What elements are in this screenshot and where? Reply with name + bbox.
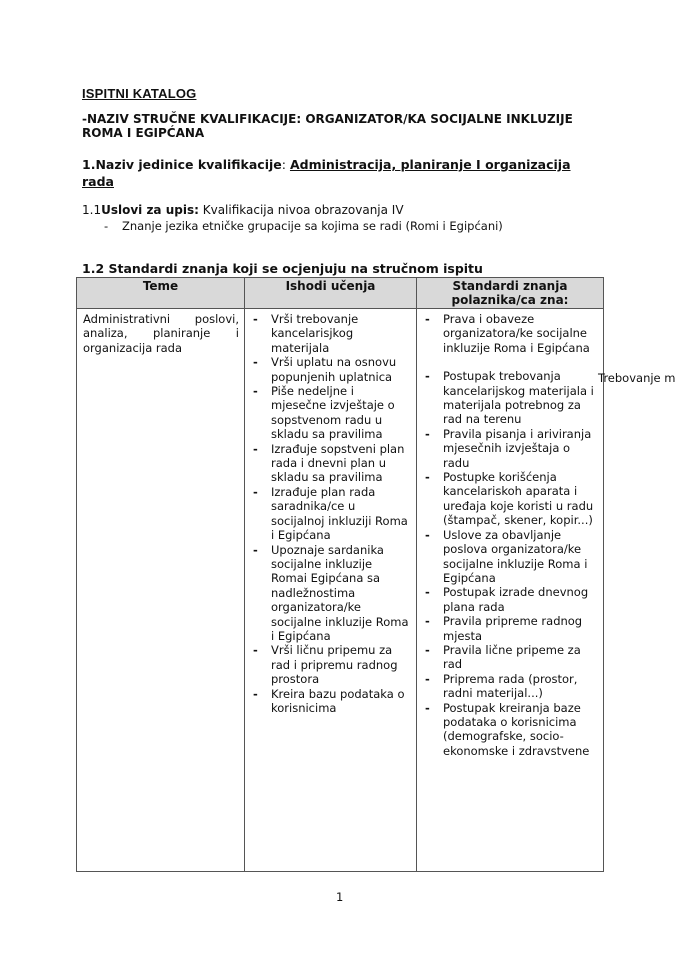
bullet-dash: -: [425, 369, 430, 384]
list-item: [251, 543, 411, 644]
bullet-dash: -: [425, 642, 430, 657]
qualification-prefix: -NAZIV STRUČNE KVALIFIKACIJE: [82, 112, 297, 126]
bullet-dash: -: [425, 700, 430, 715]
req-number: 1.1: [82, 203, 102, 217]
list-item-text: Vrši trebovanje kancelarisjkog materijala: [271, 312, 359, 355]
list-item-text: Postupak trebovanja kancelarijskog materijala i materijala potrebnog za rad na terenu: [443, 369, 594, 427]
list-item: [251, 442, 411, 485]
list-item-text: Postupak izrade dnevnog plana rada: [443, 585, 589, 614]
requirement-dash: -: [104, 219, 109, 233]
theme-text: Administrativni poslovi, analiza, planiranje i organizacija rada: [83, 312, 239, 355]
list-item: [423, 643, 598, 672]
list-item-text: Vrši uplatu na osnovu popunjenih uplatnica: [271, 355, 397, 384]
list-item: [423, 369, 598, 427]
list-item-text: Priprema rada (prostor, radni materijal...): [443, 671, 578, 701]
bullet-dash: -: [425, 614, 430, 629]
list-item: [423, 672, 598, 701]
list-item: [423, 701, 598, 759]
bullet-dash: -: [253, 686, 258, 701]
unit-prefix: 1.Naziv jedinice kvalifikacije: [82, 157, 282, 172]
bullet-dash: -: [425, 527, 430, 542]
list-item: [423, 614, 598, 643]
req-label: Uslovi za upis:: [101, 203, 199, 217]
unit-value: Administracija, planiranje I organizacija rada: [82, 157, 571, 189]
list-item-text: Izrađuje sopstveni plan rada i dnevni plan u skladu sa pravilima: [271, 441, 405, 485]
list-item-text: Kreira bazu podataka o korisnicima: [271, 686, 405, 715]
requirement-item-text: Znanje jezika etničke grupacije sa kojima se radi (Romi i Egipćani): [122, 219, 503, 233]
list-item: [251, 355, 411, 384]
list-item: [251, 643, 411, 686]
list-item: [423, 528, 598, 586]
theme-cell: [77, 309, 245, 872]
standards-table: [76, 277, 604, 872]
admission-requirements: [82, 203, 404, 217]
list-item-text: Pravila pripreme radnog mjesta: [443, 614, 583, 643]
list-item: [423, 470, 598, 528]
list-item-text: Vrši ličnu pripemu za rad i pripremu radnog prostora: [271, 643, 398, 687]
list-item-text: Prava i obaveze organizatora/ke socijalne inkluzije Roma i Egipćana: [443, 312, 590, 355]
list-item: [251, 485, 411, 543]
outcomes-cell: [245, 309, 417, 872]
table-header-row: [77, 278, 604, 309]
list-item: [251, 312, 411, 355]
list-item-text: Izrađuje plan rada saradnika/ce u socijalnoj inkluziji Roma i Egipćana: [271, 484, 408, 543]
list-item: [251, 384, 411, 442]
standards-cell: [417, 309, 604, 872]
list-item: [423, 312, 598, 355]
header-ishodi: Ishodi učenja: [245, 278, 417, 309]
header-teme: Teme: [77, 278, 245, 309]
bullet-dash: -: [425, 312, 430, 326]
page-number: 1: [336, 890, 344, 904]
table-row: [77, 309, 604, 872]
bullet-dash: -: [253, 643, 258, 658]
outcomes-list: [251, 312, 411, 715]
qualification-value: ORGANIZATOR/KA SOCIJALNE INKLUZIJE ROMA I EGIPĆANA: [82, 112, 573, 140]
unit-sep: :: [281, 157, 290, 172]
bullet-dash: -: [253, 384, 258, 399]
list-item-text: Postupak kreiranja baze podataka o korisnicima (demografske, socio-ekonomske i zdravstvene: [443, 700, 590, 758]
bullet-dash: -: [253, 441, 258, 456]
list-item-text: Uslove za obavljanje poslova organizatora/ke socijalne inkluzije Roma i Egipćana: [443, 527, 588, 585]
bullet-dash: -: [253, 355, 258, 370]
list-item-text: Pravila lične pripeme za rad: [443, 642, 581, 672]
list-item-text: Upoznaje sardanika socijalne inkluzije Romai Egipćana sa nadležnostima organizatora/ke socijalne inkluzije Roma i Egipćana: [271, 542, 409, 643]
bullet-dash: -: [425, 671, 430, 686]
list-item: [423, 427, 598, 470]
qualification-name: [82, 112, 602, 140]
bullet-dash: -: [425, 470, 430, 485]
catalog-title: ISPITNI KATALOG: [82, 86, 197, 101]
list-item-text: Piše nedeljne i mjesečne izvještaje o sopstvenom radu u skladu sa pravilima: [271, 384, 395, 442]
bullet-dash: -: [253, 484, 258, 499]
list-item: [251, 687, 411, 716]
bullet-dash: -: [253, 542, 258, 557]
overflow-text: Trebovanje m: [598, 371, 676, 385]
standards-list: [423, 312, 598, 758]
req-value: Kvalifikacija nivoa obrazovanja IV: [198, 203, 404, 217]
bullet-dash: -: [253, 312, 258, 326]
qualification-sep: :: [296, 112, 306, 126]
list-item-text: Pravila pisanja i ariviranja mjesečnih izvještaja o radu: [443, 426, 592, 470]
requirement-item: [104, 219, 503, 233]
bullet-dash: -: [425, 426, 430, 441]
unit-name: [82, 156, 582, 190]
header-standardi: Standardi znanja polaznika/ca zna:: [417, 278, 604, 309]
list-item-text: Postupke korišćenja kancelariskoh aparata i uređaja koje koristi u radu (štampač, skener, kopir...): [443, 470, 594, 528]
bullet-dash: -: [425, 585, 430, 600]
list-item: [423, 585, 598, 614]
standards-heading: 1.2 Standardi znanja koji se ocjenjuju na stručnom ispitu: [82, 261, 483, 276]
